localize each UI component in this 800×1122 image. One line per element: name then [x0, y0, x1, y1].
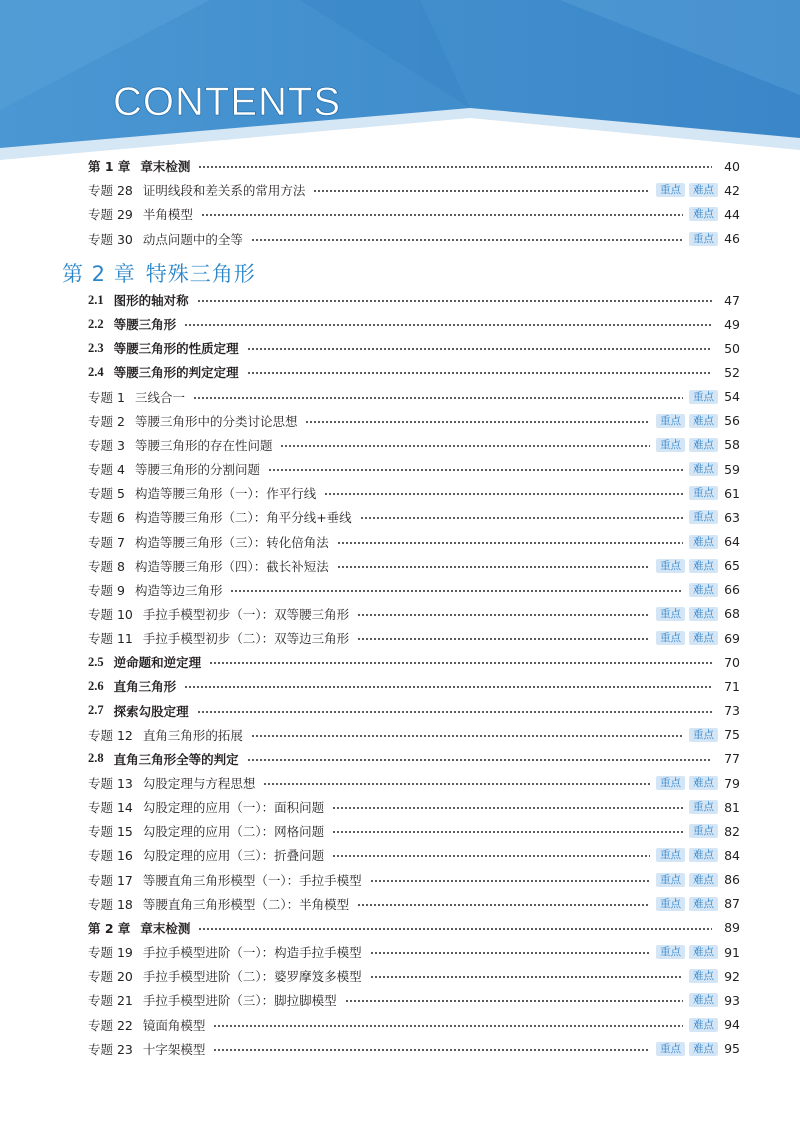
toc-entry-number: 专题 21	[88, 993, 133, 1009]
dot-leader	[251, 239, 683, 241]
toc-entry-number: 专题 1	[88, 389, 125, 405]
toc-entry-page: 63	[724, 509, 740, 525]
difficulty-badges	[656, 848, 718, 862]
toc-entry-number: 专题 16	[88, 848, 133, 864]
toc-entry-title: 构造等腰三角形（四）：截长补短法	[134, 558, 329, 574]
dot-leader	[324, 493, 683, 495]
key-point-badge: 重点	[656, 873, 685, 887]
toc-entry-page: 50	[724, 340, 740, 356]
difficulty-badges	[689, 535, 718, 549]
toc-entry[interactable]	[88, 204, 740, 224]
dot-leader	[193, 397, 683, 399]
toc-entry-number: 专题 20	[88, 969, 133, 985]
key-point-badge: 重点	[656, 414, 685, 428]
difficulty-badges	[656, 414, 718, 428]
toc-entry-number: 2.7	[88, 703, 104, 718]
toc-entry-page: 54	[724, 389, 740, 405]
toc-entry[interactable]	[88, 387, 740, 407]
toc-entry-page: 68	[724, 606, 740, 622]
toc-entry-number: 专题 7	[88, 534, 125, 550]
toc-entry-title: 等腰直角三角形模型（一）：手拉手模型	[142, 872, 362, 888]
difficulty-badges	[689, 728, 718, 742]
toc-entry[interactable]	[88, 628, 740, 648]
toc-entry-page: 70	[724, 654, 740, 670]
toc-entry[interactable]	[88, 1039, 740, 1059]
difficulty-badges	[656, 1042, 718, 1056]
toc-entry-page: 91	[724, 944, 740, 960]
toc-entry[interactable]	[88, 459, 740, 479]
difficult-point-badge: 难点	[689, 1042, 718, 1056]
difficulty-badges	[689, 207, 718, 221]
toc-entry-title: 手拉手模型初步（一）：双等腰三角形	[142, 606, 350, 622]
toc-entry-title: 等腰三角形	[113, 317, 177, 333]
dot-leader	[247, 759, 712, 761]
toc-entry-title: 三线合一	[134, 389, 185, 405]
dot-leader	[332, 807, 683, 809]
toc-entry[interactable]	[88, 556, 740, 576]
toc-entry-title: 动点问题中的全等	[142, 231, 243, 247]
toc-entry-page: 49	[724, 316, 740, 332]
chapter-2-heading[interactable]	[62, 258, 256, 288]
toc-entry-page: 65	[724, 558, 740, 574]
key-point-badge: 重点	[689, 232, 718, 246]
dot-leader	[213, 1025, 683, 1027]
difficulty-badges	[689, 1018, 718, 1032]
toc-entry-page: 81	[724, 799, 740, 815]
dot-leader	[198, 166, 712, 168]
toc-entry-number: 专题 3	[88, 437, 125, 453]
difficult-point-badge: 难点	[689, 969, 718, 983]
toc-entry-number: 专题 2	[88, 413, 125, 429]
toc-entry-page: 82	[724, 823, 740, 839]
difficulty-badges	[689, 462, 718, 476]
dot-leader	[197, 711, 712, 713]
difficult-point-badge: 难点	[689, 993, 718, 1007]
difficult-point-badge: 难点	[689, 848, 718, 862]
toc-entry-page: 56	[724, 413, 740, 429]
toc-entry[interactable]	[88, 725, 740, 745]
toc-entry-page: 44	[724, 206, 740, 222]
key-point-badge: 重点	[689, 800, 718, 814]
toc-entry[interactable]	[88, 918, 740, 938]
toc-entry-page: 71	[724, 678, 740, 694]
key-point-badge: 重点	[656, 607, 685, 621]
key-point-badge: 重点	[656, 776, 685, 790]
toc-entry-number: 专题 29	[88, 207, 133, 223]
toc-entry-title: 手拉手模型进阶（三）：脚拉脚模型	[142, 993, 337, 1009]
toc-entry-page: 52	[724, 364, 740, 380]
dot-leader	[201, 214, 683, 216]
toc-entry-title: 等腰三角形的性质定理	[113, 341, 239, 357]
difficult-point-badge: 难点	[689, 462, 718, 476]
toc-entry[interactable]	[88, 338, 740, 358]
toc-entry-title: 勾股定理的应用（一）：面积问题	[142, 800, 325, 816]
toc-entry-page: 86	[724, 872, 740, 888]
toc-entry-number: 2.8	[88, 751, 104, 766]
toc-entry-title: 直角三角形全等的判定	[113, 751, 239, 767]
toc-entry-page: 95	[724, 1041, 740, 1057]
key-point-badge: 重点	[656, 1042, 685, 1056]
difficulty-badges	[689, 969, 718, 983]
key-point-badge: 重点	[656, 438, 685, 452]
toc-entry-number: 专题 30	[88, 231, 133, 247]
toc-entry-page: 79	[724, 775, 740, 791]
toc-entry-title: 构造等腰三角形（三）：转化倍角法	[134, 534, 329, 550]
toc-entry[interactable]	[88, 314, 740, 334]
toc-entry-title: 直角三角形	[113, 679, 177, 695]
toc-entry-title: 勾股定理的应用（三）：折叠问题	[142, 848, 325, 864]
key-point-badge: 重点	[656, 631, 685, 645]
toc-entry[interactable]	[88, 604, 740, 624]
dot-leader	[337, 566, 650, 568]
difficulty-badges	[689, 390, 718, 404]
toc-entry-title: 等腰直角三角形模型（二）：半角模型	[142, 896, 350, 912]
toc-entry-title: 勾股定理与方程思想	[142, 776, 256, 791]
difficult-point-badge: 难点	[689, 607, 718, 621]
difficult-point-badge: 难点	[689, 945, 718, 959]
key-point-badge: 重点	[689, 824, 718, 838]
difficult-point-badge: 难点	[689, 776, 718, 790]
dot-leader	[370, 880, 650, 882]
toc-entry-page: 46	[724, 231, 740, 247]
toc-entry-number: 专题 22	[88, 1017, 133, 1033]
toc-entry-number: 专题 14	[88, 800, 133, 816]
dot-leader	[313, 190, 650, 192]
toc-entry-page: 69	[724, 630, 740, 646]
dot-leader	[268, 469, 683, 471]
toc-entry-page: 58	[724, 437, 740, 453]
toc-entry-number: 专题 13	[88, 776, 133, 791]
difficult-point-badge: 难点	[689, 873, 718, 887]
difficulty-badges	[656, 776, 718, 790]
difficulty-badges	[689, 583, 718, 597]
toc-entry-number: 2.2	[88, 316, 104, 331]
toc-entry-number: 专题 15	[88, 824, 133, 840]
toc-entry[interactable]	[88, 821, 740, 841]
dot-leader	[209, 662, 712, 664]
toc-entry[interactable]	[88, 435, 740, 455]
contents-title: CONTENTS	[113, 80, 341, 124]
toc-entry[interactable]	[88, 990, 740, 1010]
toc-entry-title: 构造等边三角形	[134, 582, 223, 598]
dot-leader	[251, 735, 683, 737]
toc-entry-number: 专题 10	[88, 606, 133, 622]
toc-entry-number: 专题 23	[88, 1041, 133, 1057]
toc-entry-page: 59	[724, 461, 740, 477]
toc-entry[interactable]	[88, 701, 740, 721]
toc-entry-title: 等腰三角形的判定定理	[113, 365, 239, 381]
difficult-point-badge: 难点	[689, 897, 718, 911]
toc-entry-page: 77	[724, 751, 740, 767]
toc-entry-title: 勾股定理的应用（二）：网格问题	[142, 824, 325, 840]
toc-entry-number: 2.6	[88, 678, 104, 693]
toc-entry-title: 章末检测	[140, 159, 191, 174]
toc-entry-number: 专题 17	[88, 872, 133, 888]
difficulty-badges	[656, 183, 718, 197]
toc-entry[interactable]	[88, 411, 740, 431]
dot-leader	[337, 542, 683, 544]
difficulty-badges	[656, 631, 718, 645]
difficulty-badges	[689, 232, 718, 246]
toc-entry-title: 逆命题和逆定理	[113, 655, 202, 671]
toc-entry[interactable]	[88, 580, 740, 600]
difficult-point-badge: 难点	[689, 631, 718, 645]
toc-entry[interactable]	[88, 229, 740, 249]
dot-leader	[280, 445, 650, 447]
dot-leader	[345, 1000, 683, 1002]
dot-leader	[197, 300, 712, 302]
toc-entry[interactable]	[88, 870, 740, 890]
toc-entry-number: 2.1	[88, 292, 104, 307]
toc-entry[interactable]	[88, 845, 740, 865]
toc-entry-number: 2.4	[88, 364, 104, 379]
key-point-badge: 重点	[689, 390, 718, 404]
toc-entry-page: 92	[724, 968, 740, 984]
toc-entry[interactable]	[88, 1015, 740, 1035]
toc-entry[interactable]	[88, 894, 740, 914]
dot-leader	[213, 1049, 650, 1051]
toc-entry-page: 42	[724, 182, 740, 198]
toc-entry[interactable]	[88, 507, 740, 527]
toc-entry-title: 直角三角形的拓展	[142, 727, 243, 743]
toc-entry-number: 专题 19	[88, 945, 133, 961]
toc-entry-title: 镜面角模型	[142, 1017, 206, 1033]
difficulty-badges	[689, 800, 718, 814]
difficulty-badges	[656, 438, 718, 452]
key-point-badge: 重点	[689, 728, 718, 742]
toc-entry-number: 2.3	[88, 340, 104, 355]
key-point-badge: 重点	[689, 486, 718, 500]
toc-entry-title: 构造等腰三角形（二）：角平分线+垂线	[134, 510, 352, 526]
toc-entry-page: 75	[724, 727, 740, 743]
toc-entry-title: 半角模型	[142, 207, 193, 223]
key-point-badge: 重点	[656, 848, 685, 862]
dot-leader	[332, 831, 683, 833]
toc-entry-title: 图形的轴对称	[113, 293, 189, 308]
dot-leader	[370, 952, 650, 954]
toc-entry-title: 章末检测	[140, 920, 191, 936]
difficulty-badges	[656, 897, 718, 911]
header-banner	[0, 0, 800, 175]
dot-leader	[263, 783, 650, 785]
toc-entry-number: 专题 8	[88, 558, 125, 574]
key-point-badge: 重点	[656, 897, 685, 911]
toc-entry[interactable]	[88, 362, 740, 382]
dot-leader	[184, 324, 712, 326]
toc-entry-number: 专题 28	[88, 183, 133, 199]
toc-entry[interactable]	[88, 483, 740, 503]
toc-entry-number: 专题 11	[88, 631, 133, 647]
toc-entry[interactable]	[88, 180, 740, 200]
toc-entry[interactable]	[88, 942, 740, 962]
difficult-point-badge: 难点	[689, 207, 718, 221]
toc-entry-title: 十字架模型	[142, 1041, 206, 1057]
toc-entry-title: 构造等腰三角形（一）：作平行线	[134, 486, 317, 502]
difficulty-badges	[689, 510, 718, 524]
toc-entry-title: 探索勾股定理	[113, 703, 189, 719]
key-point-badge: 重点	[656, 183, 685, 197]
toc-entry[interactable]	[88, 652, 740, 672]
toc-entry-page: 61	[724, 485, 740, 501]
toc-entry-number: 第 1 章	[88, 159, 131, 174]
difficulty-badges	[656, 559, 718, 573]
toc-entry-page: 64	[724, 534, 740, 549]
key-point-badge: 重点	[689, 510, 718, 524]
difficulty-badges	[656, 873, 718, 887]
difficulty-badges	[656, 607, 718, 621]
chapter-2-label: 第 2 章	[62, 262, 136, 286]
difficulty-badges	[689, 993, 718, 1007]
toc-entry[interactable]	[88, 156, 740, 176]
dot-leader	[357, 614, 650, 616]
toc-entry[interactable]	[88, 532, 740, 552]
toc-entry-title: 等腰三角形中的分类讨论思想	[134, 413, 298, 429]
difficulty-badges	[689, 486, 718, 500]
dot-leader	[184, 686, 712, 688]
difficult-point-badge: 难点	[689, 559, 718, 573]
difficulty-badges	[689, 824, 718, 838]
dot-leader	[360, 517, 683, 519]
toc-entry-page: 84	[724, 847, 740, 863]
toc-entry-title: 等腰三角形的分割问题	[134, 462, 260, 478]
toc-entry-number: 专题 6	[88, 510, 125, 526]
toc-entry-page: 40	[724, 158, 740, 174]
toc-entry-number: 专题 4	[88, 462, 125, 478]
toc-entry-number: 专题 12	[88, 727, 133, 743]
difficult-point-badge: 难点	[689, 583, 718, 597]
dot-leader	[357, 638, 650, 640]
toc-entry-page: 66	[724, 582, 740, 598]
toc-entry-title: 等腰三角形的存在性问题	[134, 437, 273, 453]
toc-entry[interactable]	[88, 966, 740, 986]
key-point-badge: 重点	[656, 559, 685, 573]
difficult-point-badge: 难点	[689, 438, 718, 452]
dot-leader	[230, 590, 683, 592]
difficulty-badges	[656, 945, 718, 959]
toc-entry-title: 手拉手模型进阶（一）：构造手拉手模型	[142, 945, 362, 961]
dot-leader	[247, 348, 712, 350]
chapter-2-title: 特殊三角形	[145, 262, 256, 286]
toc-entry-page: 73	[724, 703, 740, 719]
dot-leader	[332, 855, 650, 857]
key-point-badge: 重点	[656, 945, 685, 959]
dot-leader	[247, 372, 712, 374]
dot-leader	[370, 976, 683, 978]
toc-entry-number: 第 2 章	[88, 920, 131, 936]
difficult-point-badge: 难点	[689, 1018, 718, 1032]
difficult-point-badge: 难点	[689, 414, 718, 428]
dot-leader	[305, 421, 650, 423]
toc-entry[interactable]	[88, 797, 740, 817]
toc-entry-page: 89	[724, 920, 740, 936]
toc-entry-title: 证明线段和差关系的常用方法	[142, 183, 306, 199]
difficult-point-badge: 难点	[689, 183, 718, 197]
toc-entry-number: 专题 9	[88, 582, 125, 598]
difficult-point-badge: 难点	[689, 535, 718, 549]
toc-entry[interactable]	[88, 676, 740, 696]
toc-entry-number: 专题 5	[88, 486, 125, 502]
dot-leader	[198, 928, 712, 930]
toc-entry-page: 47	[724, 292, 740, 308]
toc-entry-number: 2.5	[88, 654, 104, 669]
toc-entry-page: 93	[724, 992, 740, 1008]
toc-entry-number: 专题 18	[88, 896, 133, 912]
toc-entry[interactable]	[88, 290, 740, 310]
toc-entry-page: 87	[724, 896, 740, 912]
toc-entry[interactable]	[88, 749, 740, 769]
toc-entry-title: 手拉手模型进阶（二）：婆罗摩笈多模型	[142, 969, 362, 985]
toc-entry-page: 94	[724, 1017, 740, 1032]
toc-entry-title: 手拉手模型初步（二）：双等边三角形	[142, 631, 350, 647]
toc-entry[interactable]	[88, 773, 740, 793]
dot-leader	[357, 904, 650, 906]
